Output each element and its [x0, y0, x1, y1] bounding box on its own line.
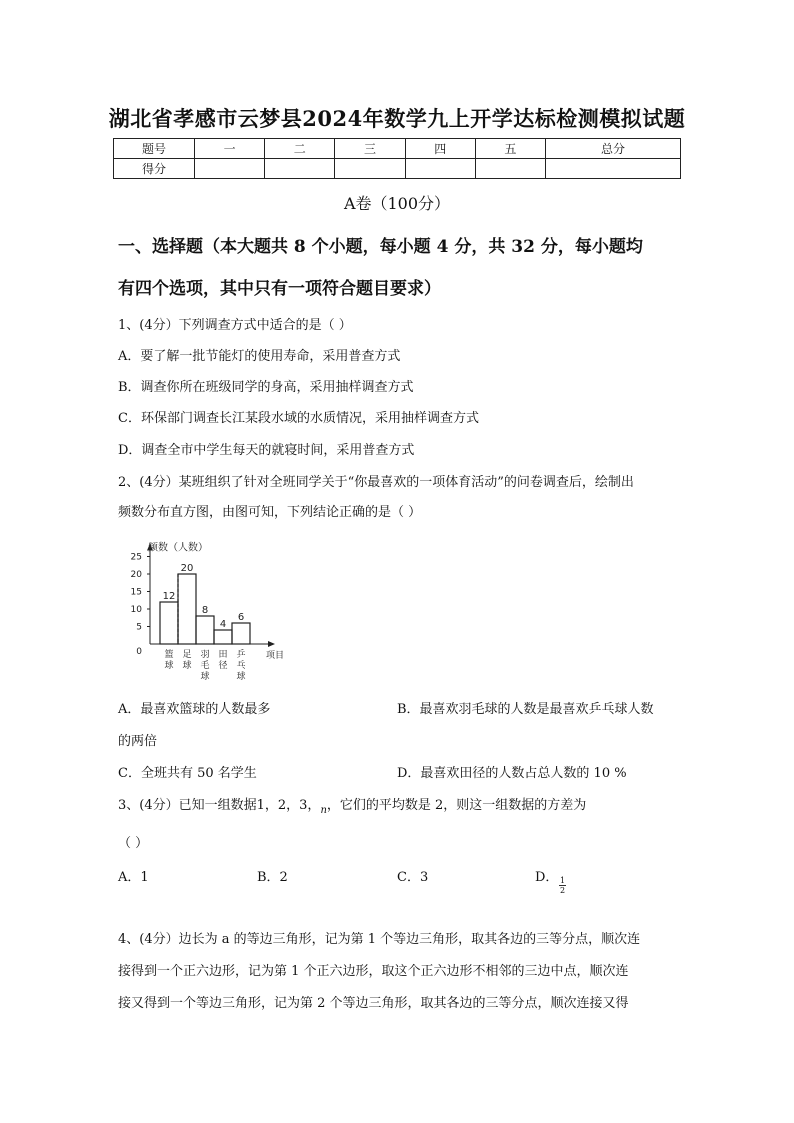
- bar-value-label: 6: [237, 612, 245, 623]
- x-axis-label: 项目: [266, 651, 285, 661]
- score-header-cell: 三: [335, 139, 405, 159]
- section1-heading-line2: 有四个选项，其中只有一项符合题目要求）: [118, 279, 441, 299]
- q2-option-c: C．全班共有 50 名学生: [118, 766, 257, 781]
- q2-stem-line2: 频数分布直方图，由图可知，下列结论正确的是（ ）: [118, 505, 422, 520]
- histogram-chart: [120, 530, 300, 690]
- q3-option-c: C．3: [397, 870, 429, 885]
- bar-value-label: 12: [162, 591, 176, 602]
- x-tick-label: 径: [218, 661, 228, 671]
- x-tick-label: 球: [236, 672, 246, 682]
- x-tick-label: 羽: [200, 650, 210, 660]
- q1-option-c: C．环保部门调查长江某段水域的水质情况，采用抽样调查方式: [118, 411, 479, 426]
- score-row-label: 得分: [114, 159, 195, 179]
- fraction-denominator: 2: [560, 886, 566, 895]
- y-axis-label: 频数（人数）: [148, 542, 208, 554]
- q4-line1: 4、(4分）边长为 a 的等边三角形，记为第 1 个等边三角形，取其各边的三等分点，顺次连: [118, 932, 641, 947]
- histogram-bar: [178, 574, 196, 644]
- x-axis-arrow: [268, 641, 275, 647]
- y-tick-label: 15: [130, 587, 142, 598]
- q3-option-b: B．2: [257, 870, 288, 885]
- q3-option-a: A．1: [118, 870, 149, 885]
- section1-heading-line1: 一、选择题（本大题共 8 个小题，每小题 4 分，共 32 分，每小题均: [118, 237, 643, 257]
- score-header-cell: 四: [405, 139, 475, 159]
- q2-option-d: D．最喜欢田径的人数占总人数的 10 %: [397, 766, 627, 781]
- x-tick-label: 乒: [236, 650, 246, 660]
- q2-option-b-line1: B．最喜欢羽毛球的人数是最喜欢乒乓球人数: [397, 702, 654, 717]
- section-a-heading: A卷（100分）: [343, 194, 451, 213]
- x-tick-label: 乓: [236, 661, 246, 671]
- score-cell[interactable]: [475, 159, 545, 179]
- histogram-bar: [160, 602, 178, 644]
- q2-option-a: A．最喜欢篮球的人数最多: [118, 702, 271, 717]
- histogram-bar: [196, 616, 214, 644]
- q3-option-d: [535, 866, 566, 895]
- score-cell[interactable]: [265, 159, 335, 179]
- q2-stem-line1: 2、(4分）某班组织了针对全班同学关于“你最喜欢的一项体育活动”的问卷调查后，绘制出: [118, 475, 634, 490]
- score-cell[interactable]: [405, 159, 475, 179]
- q3-variable-n: n: [320, 805, 327, 816]
- x-tick-label: 毛: [200, 661, 210, 671]
- q1-stem: 1、(4分）下列调查方式中适合的是（ ）: [118, 318, 352, 333]
- q3-option-d-label: D．: [535, 870, 559, 885]
- bar-value-label: 8: [201, 605, 209, 616]
- bar-value-label: 4: [219, 619, 227, 630]
- x-tick-label: 球: [164, 661, 174, 671]
- y-tick-label: 10: [130, 605, 142, 615]
- q3-stem-pre: 3、(4分）已知一组数据1，2，3，: [118, 798, 321, 813]
- score-cell[interactable]: [546, 159, 681, 179]
- q2-option-b-line2: 的两倍: [118, 734, 158, 749]
- score-header-cell: 一: [195, 139, 265, 159]
- score-table-score-row: [114, 159, 681, 179]
- score-header-cell: 题号: [114, 139, 195, 159]
- y-tick-label: 20: [130, 570, 142, 580]
- x-tick-label: 球: [182, 661, 192, 671]
- q3-stem: [118, 794, 587, 816]
- score-header-cell: 二: [265, 139, 335, 159]
- q3-option-d-fraction: [559, 876, 566, 895]
- x-tick-label: 足: [182, 650, 192, 660]
- score-table-header-row: [114, 139, 681, 159]
- score-header-cell: 五: [475, 139, 545, 159]
- x-tick-label: 田: [218, 650, 228, 660]
- q1-option-a: A．要了解一批节能灯的使用寿命，采用普查方式: [118, 349, 401, 364]
- q3-stem-post: ，它们的平均数是 2，则这一组数据的方差为: [326, 798, 587, 813]
- score-header-cell: 总分: [546, 139, 681, 159]
- y-tick-label: 0: [136, 647, 142, 657]
- q4-line3: 接又得到一个等边三角形，记为第 2 个等边三角形，取其各边的三等分点，顺次连接又得: [118, 996, 629, 1011]
- q1-option-d: D．调查全市中学生每天的就寝时间，采用普查方式: [118, 443, 415, 458]
- x-tick-label: 球: [200, 672, 210, 682]
- x-tick-label: 篮: [164, 650, 174, 660]
- score-cell[interactable]: [335, 159, 405, 179]
- q4-line2: 接得到一个正六边形，记为第 1 个正六边形，取这个正六边形不相邻的三边中点，顺次连: [118, 964, 629, 979]
- y-tick-label: 5: [136, 622, 142, 633]
- histogram-bar: [232, 623, 250, 644]
- fraction-numerator: 1: [560, 876, 566, 885]
- y-tick-label: 25: [130, 552, 142, 563]
- histogram-bar: [214, 630, 232, 644]
- q3-paren: （ ）: [118, 836, 149, 851]
- bar-value-label: 20: [180, 563, 194, 574]
- score-cell[interactable]: [195, 159, 265, 179]
- page-title: 湖北省孝感市云梦县2024年数学九上开学达标检测模拟试题: [108, 106, 686, 131]
- q1-option-b: B．调查你所在班级同学的身高，采用抽样调查方式: [118, 380, 414, 395]
- score-table: [113, 138, 681, 179]
